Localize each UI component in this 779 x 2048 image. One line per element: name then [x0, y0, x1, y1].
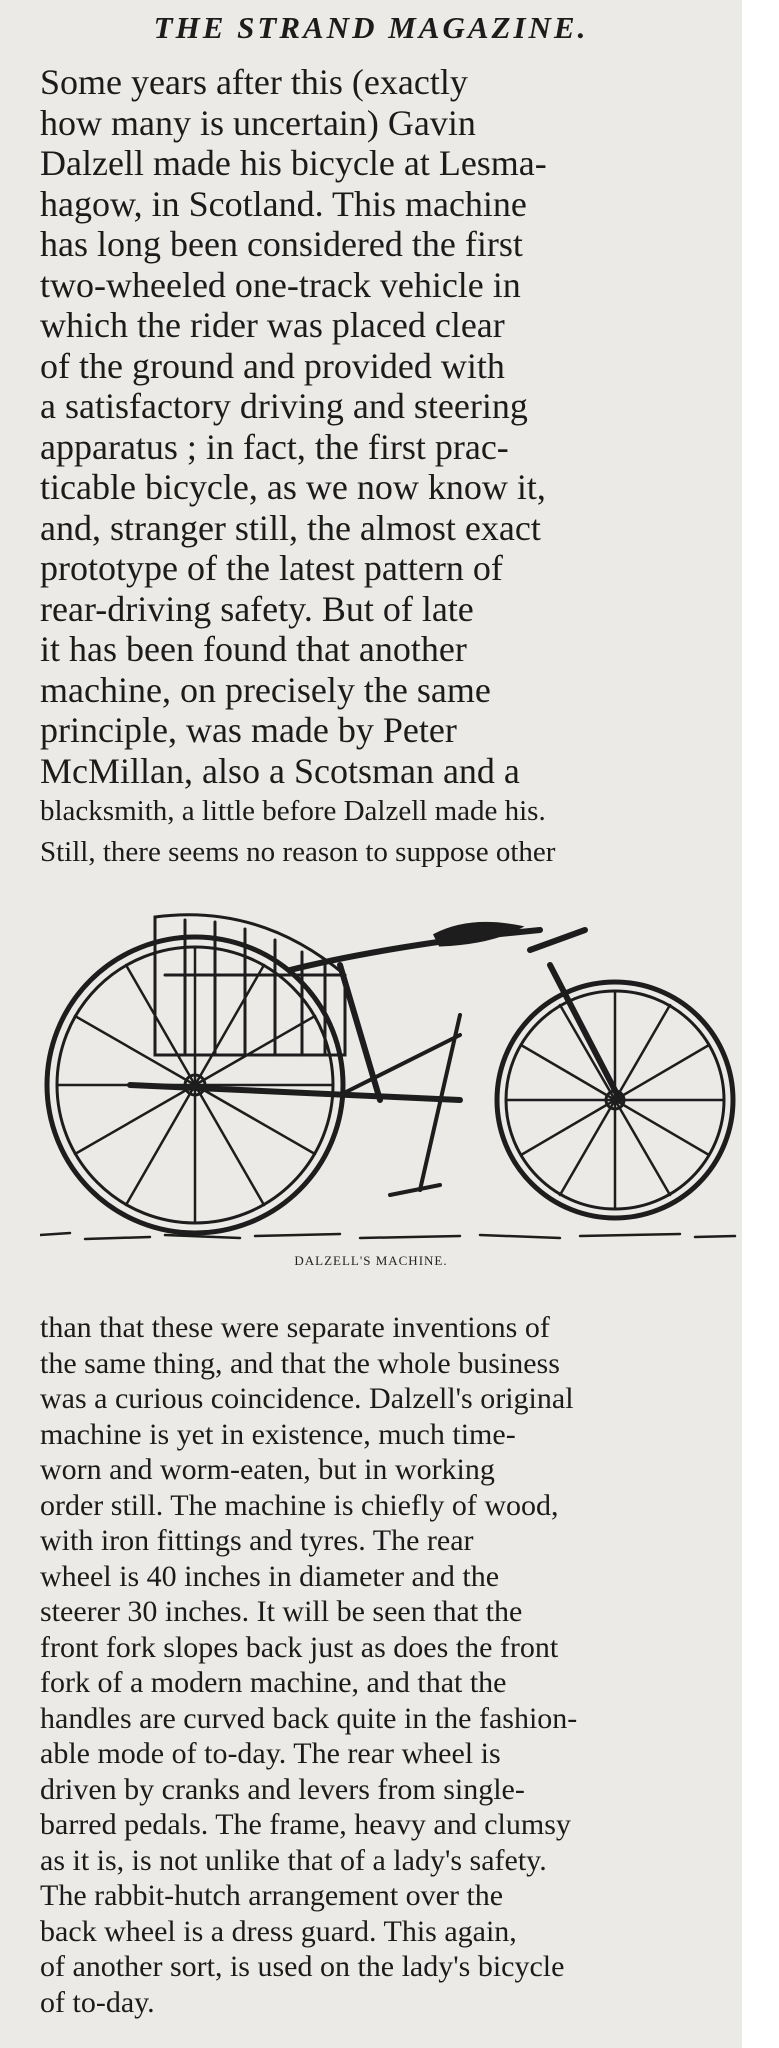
- text-line: Still, there seems no reason to suppose other: [40, 835, 556, 868]
- pedal-lever: [340, 1015, 460, 1195]
- text-line: wheel is 40 inches in diameter and the: [40, 1559, 500, 1593]
- saddle: [435, 923, 520, 945]
- text-line: with iron fittings and tyres. The rear: [40, 1524, 474, 1557]
- text-line: how many is uncertain) Gavin: [40, 102, 476, 143]
- text-line: was a curious coincidence. Dalzell's original: [40, 1382, 574, 1415]
- text-line: a satisfactory driving and steering: [40, 386, 528, 426]
- front-wheel: [497, 982, 733, 1218]
- text-line: able mode of to-day. The rear wheel is: [40, 1737, 501, 1770]
- figure-caption: DALZELL'S MACHINE.: [294, 1253, 448, 1268]
- text-line: has long been considered the first: [40, 224, 523, 264]
- text-line: of another sort, is used on the lady's bicycle: [40, 1950, 565, 1983]
- dress-guard: [155, 915, 345, 1055]
- magazine-header: THE STRAND MAGAZINE.: [153, 10, 589, 45]
- text-line: driven by cranks and levers from single-: [40, 1772, 525, 1806]
- text-line: Some years after this (exactly: [40, 62, 468, 102]
- text-line: than that these were separate inventions of: [40, 1311, 550, 1344]
- text-line: and, stranger still, the almost exact: [40, 507, 541, 548]
- text-line: ticable bicycle, as we now know it,: [40, 467, 546, 507]
- text-line: apparatus ; in fact, the first prac-: [40, 426, 509, 467]
- article-text-top: [40, 62, 690, 872]
- text-line: Dalzell made his bicycle at Lesma-: [40, 143, 547, 183]
- text-line: it has been found that another: [40, 629, 467, 669]
- text-line: of the ground and provided with: [40, 345, 505, 386]
- text-line: machine is yet in existence, much time-: [40, 1417, 516, 1451]
- text-line: which the rider was placed clear: [40, 305, 505, 345]
- text-line: barred pedals. The frame, heavy and clumsy: [40, 1808, 571, 1841]
- text-line: rear-driving safety. But of late: [40, 588, 474, 629]
- text-line: two-wheeled one-track vehicle in: [40, 264, 521, 305]
- text-line: principle, was made by Peter: [40, 710, 457, 750]
- text-line: prototype of the latest pattern of: [40, 548, 503, 588]
- text-line: back wheel is a dress guard. This again,: [40, 1914, 517, 1948]
- text-line: the same thing, and that the whole business: [40, 1346, 560, 1380]
- text-line: worn and worm-eaten, but in working: [40, 1453, 495, 1486]
- dalzell-machine-drawing: [40, 905, 740, 1245]
- article-text-bottom: [40, 1310, 690, 2020]
- text-line: steerer 30 inches. It will be seen that the: [40, 1595, 523, 1628]
- text-line: handles are curved back quite in the fashion-: [40, 1701, 578, 1735]
- bicycle-illustration: [40, 905, 740, 1275]
- text-line: The rabbit-hutch arrangement over the: [40, 1879, 504, 1912]
- text-line: blacksmith, a little before Dalzell made his.: [40, 795, 546, 827]
- text-line: as it is, is not unlike that of a lady's safety.: [40, 1843, 547, 1877]
- text-line: McMillan, also a Scotsman and a: [40, 750, 520, 791]
- text-line: front fork slopes back just as does the front: [40, 1630, 559, 1664]
- text-line: order still. The machine is chiefly of wood,: [40, 1488, 559, 1522]
- text-line: of to-day.: [40, 1985, 155, 2019]
- text-line: hagow, in Scotland. This machine: [40, 183, 527, 224]
- text-line: fork of a modern machine, and that the: [40, 1666, 507, 1699]
- ground-line: [40, 1233, 735, 1239]
- text-line: machine, on precisely the same: [40, 669, 491, 710]
- front-fork: [530, 930, 620, 1100]
